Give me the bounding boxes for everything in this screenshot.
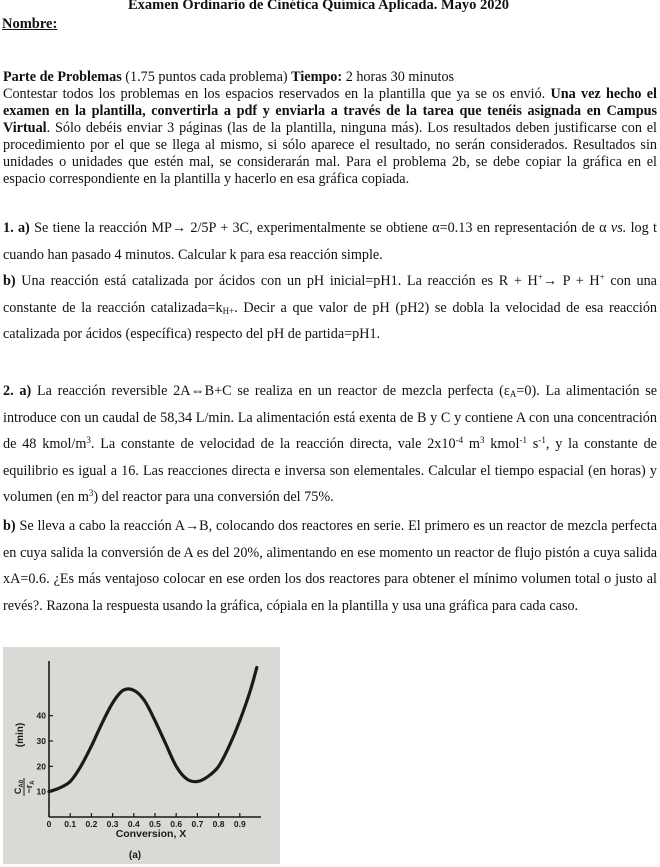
x-tick-label: 0.8: [212, 819, 225, 829]
y-tick-label: 10: [36, 786, 46, 797]
levenspiel-plot-figure: [3, 647, 280, 864]
x-tick-label: 0.6: [170, 819, 183, 829]
vs-italic: vs.: [610, 220, 627, 236]
x-tick-label: 0.3: [106, 819, 119, 829]
problem-2b: [3, 513, 657, 619]
sup-1: 3: [86, 435, 91, 445]
problem-2a-text-8: ) del reactor para una conversión del 75%.: [93, 489, 334, 505]
problem-2a-text-4: m: [463, 436, 480, 452]
x-tick-label: 0.5: [149, 819, 161, 829]
x-tick-label: 0.4: [127, 819, 140, 829]
y-label-denominator: $-r_A$: [24, 780, 36, 794]
h-plus-sup-2: +: [599, 272, 605, 282]
problem-1: [3, 215, 657, 348]
problem-2a: [3, 378, 657, 511]
x-tick-label: 0.9: [233, 819, 246, 829]
y-label-numerator: $C_{A0}$: [13, 779, 25, 795]
data-curve: [49, 668, 257, 792]
x-tick-label: 0.2: [85, 819, 98, 829]
problem-2a-text-1: La reacción reversible 2A⇔B+C se realiza en un reactor de mezcla perfecta (ε: [31, 383, 510, 399]
problem-2-number: 2. a): [3, 383, 32, 399]
problem-2a-text-6: s: [526, 436, 539, 452]
problem-2b-label: b): [3, 518, 16, 534]
instructions-text-bold: Una vez hecho el examen en la plantilla, convertirla a pdf y enviarla a través de la tarea que tenéis asignada en Campus Virtual: [3, 86, 657, 136]
y-tick-label: 40: [36, 710, 46, 721]
x-tick-label: 0.1: [64, 819, 77, 829]
problem-1b-text-3: . Decir a que valor de pH (pH2) se dobla la velocidad de esa reacción catalizada por ácidos (específica) respecto del pH de partida=pH1.: [3, 299, 658, 342]
instructions-text-2: . Sólo debéis enviar 3 páginas (las de la plantilla, ninguna más). Los resultados deben justificarse con el procedimiento por el que se llega al mismo, si sólo aparece el resultado, no serán considerados. Resultados sin unidades o unidades que estén mal, se considerarán mal. Para el problema 2b, se debe copiar la gráfica en el espacio correspondiente en la plantilla y hacerlo en esa gráfica copiada.: [3, 120, 657, 187]
instructions-text-1: Contestar todos los problemas en los espacios reservados en la plantilla que ya se os envió.: [3, 86, 551, 102]
eps-sub: A: [509, 389, 517, 399]
y-tick-label: 30: [36, 736, 46, 746]
k-h-sub: H+: [222, 305, 235, 316]
x-ticks: [47, 813, 246, 829]
sup-5: -1: [538, 435, 546, 445]
exam-title: Examen Ordinario de Cinética Química Aplicada. Mayo 2020: [128, 0, 510, 13]
y-label-units: (min): [15, 722, 26, 748]
sup-2: -4: [455, 435, 464, 445]
problem-1b-text-1: Una reacción está catalizada por ácidos con un pH inicial=pH1. La reacción es R + H: [15, 273, 538, 289]
time-value: 2 horas 30 minutos: [342, 69, 455, 85]
time-label: Tiempo:: [291, 69, 343, 85]
problem-1b-arrow: → P + H: [542, 273, 600, 289]
sup-3: 3: [479, 435, 485, 445]
problem-2a-text-7: , y la constante de equilibrio es igual a 16. Las reacciones directa e inversa son elementales. Calcular el tiempo espacial (en horas) y volumen (en m: [3, 436, 657, 505]
problem-1a-text: Se tiene la reacción MP→ 2/5P + 3C, experimentalmente se obtiene α=0.13 en representación de α: [29, 220, 611, 236]
sup-4: -1: [519, 435, 527, 445]
section-label: Parte de Problemas: [3, 69, 122, 85]
problem-1b-text-2: con una constante de la reacción catalizada=k: [3, 273, 657, 316]
problem-1b-label: b): [3, 273, 16, 289]
problem-2a-text-3: . La constante de velocidad de la reacción directa, vale 2x10: [90, 436, 456, 452]
problem-1a: [3, 215, 657, 268]
points-text: (1.75 puntos cada problema): [121, 69, 292, 85]
sup-6: 3: [88, 488, 94, 498]
plot-axes: [49, 661, 261, 817]
y-axis-fraction: [13, 778, 36, 796]
h-plus-sup: +: [537, 272, 543, 282]
problem-2a-text-2: =0). La alimentación se introduce con un caudal de 58,34 L/min. La alimentación está exenta de B y C y contiene A con una concentración de 48 kmol/m: [3, 383, 658, 452]
problem-1a-text-2: log t cuando han pasado 4 minutos. Calcular k para esa reacción simple.: [3, 220, 657, 263]
instructions-paragraph: [3, 69, 657, 188]
figure-caption: (a): [128, 850, 142, 861]
y-tick-label: 20: [36, 761, 46, 772]
x-tick-label: 0: [46, 819, 52, 829]
y-ticks: [37, 711, 53, 797]
x-axis-label: Conversion, X: [115, 828, 187, 840]
problem-2a-text-5: kmol: [484, 436, 520, 452]
problem-2b-text: Se lleva a cabo la reacción A→B, colocando dos reactores en serie. El primero es un reactor de mezcla perfecta en cuya salida la conversión de A es del 20%, alimentando en ese momento un reactor de flujo pistón a cuya salida xA=0.6. ¿Es más ventajoso colocar en ese orden los dos reactores para obtener el mínimo volumen total o justo al revés?. Razona la respuesta usando la gráfica, cópiala en la plantilla y usa una gráfica para cada caso.: [3, 518, 657, 614]
name-label: Nombre:: [2, 16, 58, 32]
x-tick-label: 0.7: [191, 819, 204, 829]
problem-1b: [3, 268, 657, 348]
levenspiel-plot: [3, 647, 280, 864]
problem-1-number: 1. a): [3, 220, 30, 236]
y-axis-label: [15, 723, 26, 747]
